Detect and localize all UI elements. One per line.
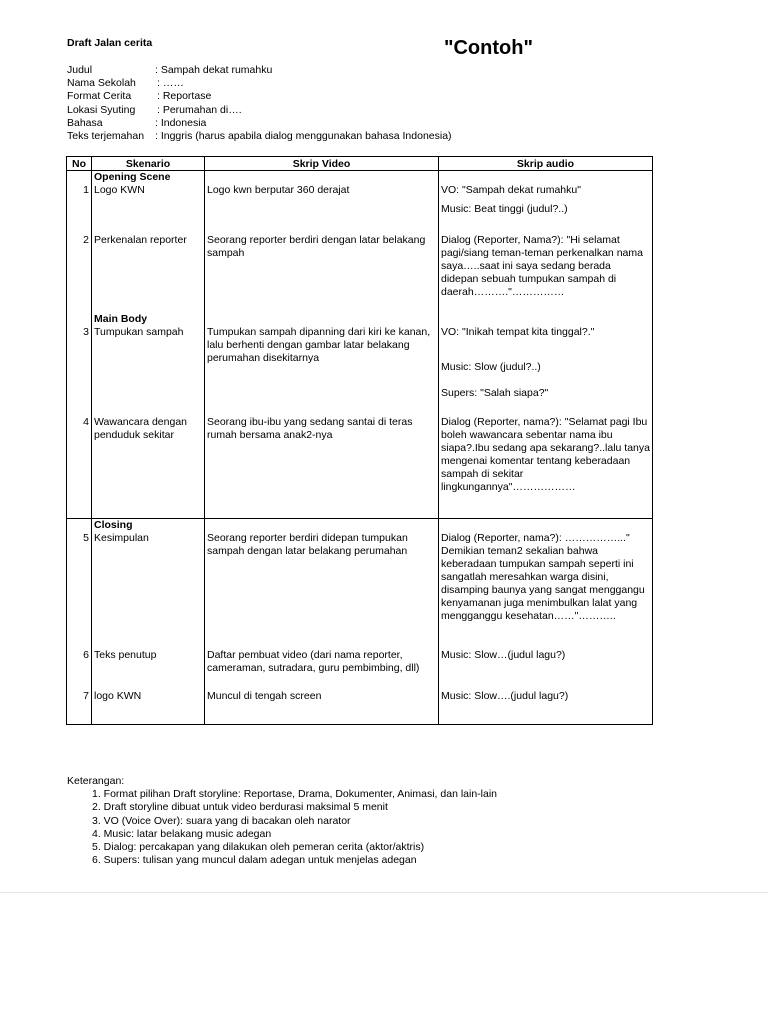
meta-value: : Indonesia: [155, 116, 207, 129]
audio-line: VO: "Inikah tempat kita tinggal?.": [441, 326, 595, 338]
header-audio-script: Skrip audio: [439, 157, 653, 171]
row-audio: [439, 532, 653, 649]
header-no: No: [67, 157, 92, 171]
section-label: Opening Scene: [92, 171, 205, 185]
table-row: [67, 416, 653, 519]
meta-value: : ……: [157, 77, 184, 90]
row-video: Seorang reporter berdiri didepan tumpukan sampah dengan latar belakang perumahan: [205, 532, 439, 649]
row-video: Tumpukan sampah dipanning dari kiri ke kanan, lalu berhenti dengan gambar latar belakang perumahan disekitarnya: [205, 326, 439, 416]
header-scenario: Skenario: [92, 157, 205, 171]
meta-value: : Inggris (harus apabila dialog menggunakan bahasa Indonesia): [155, 129, 452, 142]
row-audio: [439, 234, 653, 313]
page-fold-divider: [0, 892, 768, 893]
audio-line: VO: "Sampah dekat rumahku": [441, 184, 581, 196]
row-scenario: Kesimpulan: [92, 532, 205, 649]
meta-value: : Reportase: [157, 90, 212, 103]
audio-line: Music: Slow…(judul lagu?): [441, 649, 566, 661]
draft-title: Draft Jalan cerita: [67, 37, 153, 49]
notes-list: [67, 788, 497, 867]
row-number: 2: [67, 234, 92, 313]
section-label: Main Body: [92, 313, 205, 326]
section-opening: [67, 171, 653, 185]
row-scenario: Logo KWN: [92, 184, 205, 234]
section-main-body: [67, 313, 653, 326]
notes-section: [67, 775, 497, 867]
audio-line: Music: Slow (judul?..): [441, 361, 541, 373]
row-video: Daftar pembuat video (dari nama reporter, cameraman, sutradara, guru pembimbing, dll): [205, 649, 439, 690]
table-row: [67, 532, 653, 649]
row-scenario: Tumpukan sampah: [92, 326, 205, 416]
section-label: Closing: [92, 519, 205, 533]
list-item: 5. Dialog: percakapan yang dilakukan oleh pemeran cerita (aktor/aktris): [92, 841, 425, 854]
list-item: 4. Music: latar belakang music adegan: [92, 827, 272, 840]
list-item: 2. Draft storyline dibuat untuk video berdurasi maksimal 5 menit: [92, 801, 388, 814]
script-table: [66, 156, 653, 725]
row-video: Logo kwn berputar 360 derajat: [205, 184, 439, 234]
row-video: Seorang reporter berdiri dengan latar belakang sampah: [205, 234, 439, 313]
table-row: [67, 690, 653, 725]
meta-label: Nama Sekolah: [67, 77, 136, 90]
row-audio: [439, 416, 653, 519]
audio-line: Music: Slow….(judul lagu?): [441, 690, 569, 702]
row-number: 6: [67, 649, 92, 690]
row-scenario: Perkenalan reporter: [92, 234, 205, 313]
header-video-script: Skrip Video: [205, 157, 439, 171]
audio-line: Music: Beat tinggi (judul?..): [441, 203, 568, 215]
row-number: 7: [67, 690, 92, 725]
row-scenario: Teks penutup: [92, 649, 205, 690]
list-item: 3. VO (Voice Over): suara yang di bacakan oleh narator: [92, 814, 351, 827]
meta-label: Judul: [67, 64, 93, 76]
row-audio: [439, 690, 653, 725]
row-number: 5: [67, 532, 92, 649]
row-audio: [439, 184, 653, 234]
table-row: [67, 649, 653, 690]
meta-label: Format Cerita: [67, 90, 132, 103]
section-closing: [67, 519, 653, 533]
audio-line: Supers: "Salah siapa?": [441, 387, 549, 399]
meta-value: : Perumahan di….: [157, 103, 242, 116]
audio-line: Dialog (Reporter, nama?): "Selamat pagi Ibu boleh wawancara sebentar nama ibu siapa?.Ibu sedang apa sekarang?..lalu tanya mengenai komentar tentang keberadaan sampah di sekitar lingkungannya"………………: [441, 416, 650, 493]
list-item: 6. Supers: tulisan yang muncul dalam adegan untuk menjelas adegan: [92, 854, 417, 867]
row-audio: [439, 649, 653, 690]
table-header-row: [67, 157, 653, 171]
notes-heading: Keterangan:: [67, 775, 125, 787]
row-number: 3: [67, 326, 92, 416]
table-row: [67, 234, 653, 313]
example-label: "Contoh": [444, 37, 533, 59]
row-number: 4: [67, 416, 92, 519]
audio-line: Dialog (Reporter, nama?): ……………..." Demikian teman2 sekalian bahwa keberadaan tumpukan sampah seperti ini sangatlah meresahkan warga disini, disamping baunya yang sangat menggangu kenyamanan juga menimbulkan lalat yang mengganggu kesehatan……"………..: [441, 532, 645, 622]
meta-value: : Sampah dekat rumahku: [155, 64, 273, 76]
row-audio: [439, 326, 653, 416]
meta-label: Teks terjemahan: [67, 129, 145, 142]
meta-label: Bahasa: [67, 116, 103, 129]
audio-line: Dialog (Reporter, Nama?): "Hi selamat pagi/siang teman-teman perkenalkan nama saya…..saat ini saya sedang berada didepan sebuah tumpukan sampah di daerah………."……………: [441, 234, 643, 298]
row-video: Muncul di tengah screen: [205, 690, 439, 725]
meta-label: Lokasi Syuting: [67, 103, 136, 116]
table-row: [67, 184, 653, 234]
row-video: Seorang ibu-ibu yang sedang santai di teras rumah bersama anak2-nya: [205, 416, 439, 519]
table-row: [67, 326, 653, 416]
row-scenario: logo KWN: [92, 690, 205, 725]
row-number: 1: [67, 184, 92, 234]
row-scenario: Wawancara dengan penduduk sekitar: [92, 416, 205, 519]
list-item: 1. Format pilihan Draft storyline: Reportase, Drama, Dokumenter, Animasi, dan lain-lain: [92, 788, 498, 801]
